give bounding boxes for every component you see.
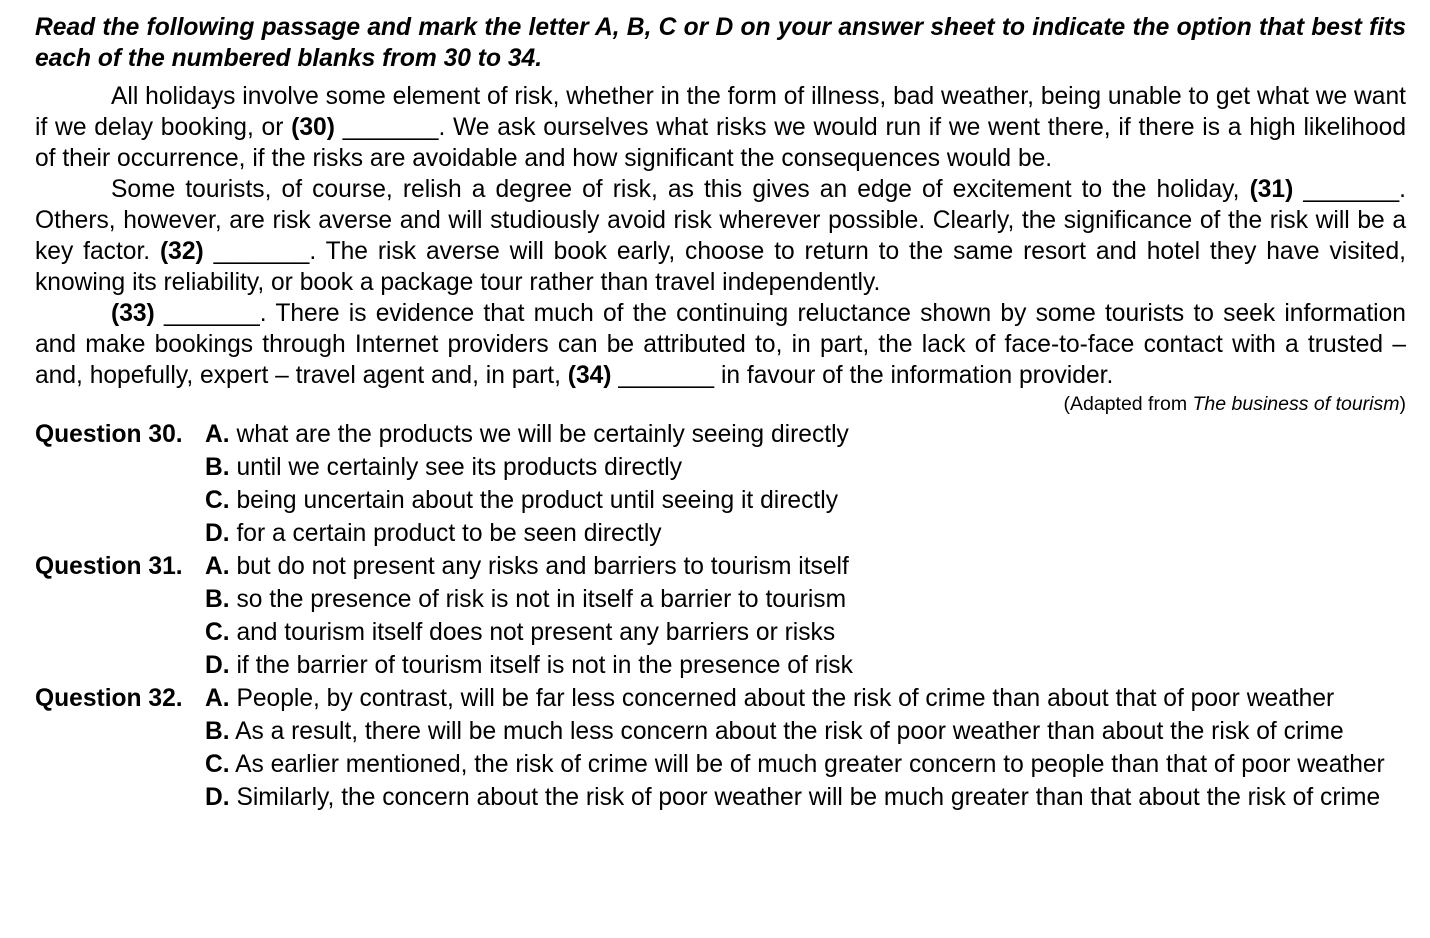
reading-passage xyxy=(35,81,1406,391)
option-letter: C. xyxy=(205,751,230,778)
option-31-a[interactable] xyxy=(205,551,1390,582)
option-text: being uncertain about the product until seeing it directly xyxy=(236,487,838,514)
option-31-b[interactable] xyxy=(205,584,1390,615)
option-31-d[interactable] xyxy=(205,650,1390,681)
option-letter: D. xyxy=(205,652,230,679)
option-text: but do not present any risks and barriers to tourism itself xyxy=(236,553,849,580)
question-31 xyxy=(35,551,1406,683)
option-31-c[interactable] xyxy=(205,617,1390,648)
p3-text-mid: . There is evidence that much of the continuing reluctance shown by some tourists to seek information and make bookings through Internet providers can be attributed to, in part, the lack of face-to-face contact with a trusted – and, hopefully, expert – travel agent and, in part, xyxy=(35,300,1406,389)
option-30-c[interactable] xyxy=(205,485,1390,516)
blank-number-33: (33) xyxy=(111,300,155,327)
question-label: Question 32. xyxy=(35,685,183,712)
option-text: As earlier mentioned, the risk of crime will be of much greater concern to people than that of poor weather xyxy=(235,751,1385,778)
blank-number-31: (31) xyxy=(1249,176,1294,203)
option-letter: D. xyxy=(205,784,230,811)
option-32-b[interactable] xyxy=(205,716,1390,747)
option-letter: D. xyxy=(205,520,230,547)
question-32 xyxy=(35,683,1406,815)
option-letter: A. xyxy=(205,685,230,712)
p1-text-before: All holidays involve some element of risk, whether in the form of illness, bad weather, being unable to get what we want if we delay booking, or xyxy=(35,83,1406,141)
p2-text-after: . The risk averse will book early, choose to return to the same resort and hotel they have visited, knowing its reliability, or book a package tour rather than travel independently. xyxy=(35,238,1406,296)
blank-number-34: (34) xyxy=(567,362,612,389)
option-text: for a certain product to be seen directly xyxy=(236,520,662,547)
option-text: what are the products we will be certainly seeing directly xyxy=(236,421,849,448)
option-text: and tourism itself does not present any barriers or risks xyxy=(236,619,836,646)
p2-text-before: Some tourists, of course, relish a degree of risk, as this gives an edge of excitement to the holiday, xyxy=(111,176,1250,203)
option-letter: B. xyxy=(205,586,230,613)
source-citation xyxy=(35,391,1406,417)
p3-text-after: in favour of the information provider. xyxy=(714,362,1114,389)
option-letter: B. xyxy=(205,718,230,745)
option-text: Similarly, the concern about the risk of poor weather will be much greater than that about the risk of crime xyxy=(236,784,1381,811)
source-title: The business of tourism xyxy=(1192,393,1400,415)
option-letter: A. xyxy=(205,421,230,448)
option-32-a[interactable] xyxy=(205,683,1390,714)
option-32-c[interactable] xyxy=(205,749,1390,780)
option-text: People, by contrast, will be far less concerned about the risk of crime than about that of poor weather xyxy=(236,685,1335,712)
passage-paragraph-1 xyxy=(35,81,1406,174)
blank-number-30: (30) xyxy=(291,114,335,141)
question-30-options xyxy=(205,419,1406,551)
question-label: Question 31. xyxy=(35,553,183,580)
p2-text-mid: . Others, however, are risk averse and will studiously avoid risk wherever possible. Clearly, the significance of the risk will be a key factor. xyxy=(35,176,1406,265)
passage-paragraph-2 xyxy=(35,174,1406,298)
option-text: until we certainly see its products directly xyxy=(236,454,683,481)
option-letter: C. xyxy=(205,487,230,514)
source-suffix: ) xyxy=(1399,393,1406,415)
question-32-options xyxy=(205,683,1406,815)
option-30-d[interactable] xyxy=(205,518,1390,549)
passage-paragraph-3 xyxy=(35,298,1406,391)
option-text: As a result, there will be much less concern about the risk of poor weather than about the risk of crime xyxy=(235,718,1344,745)
option-text: so the presence of risk is not in itself a barrier to tourism xyxy=(236,586,847,613)
question-30 xyxy=(35,419,1406,551)
option-letter: A. xyxy=(205,553,230,580)
option-30-b[interactable] xyxy=(205,452,1390,483)
p1-text-after: . We ask ourselves what risks we would run if we went there, if there is a high likelihood of their occurrence, if the risks are avoidable and how significant the consequences would be. xyxy=(35,114,1406,172)
option-letter: B. xyxy=(205,454,230,481)
blank-31: _______ xyxy=(1303,176,1400,203)
source-prefix: (Adapted from xyxy=(1063,393,1193,415)
option-30-a[interactable] xyxy=(205,419,1390,450)
blank-33: _______ xyxy=(163,300,260,327)
blank-number-32: (32) xyxy=(159,238,204,265)
question-label: Question 30. xyxy=(35,421,183,448)
blank-32: _______ xyxy=(213,238,310,265)
question-31-options xyxy=(205,551,1406,683)
blank-30: _______ xyxy=(342,114,439,141)
blank-34: _______ xyxy=(618,362,715,389)
option-letter: C. xyxy=(205,619,230,646)
instruction-text: Read the following passage and mark the letter A, B, C or D on your answer sheet to indicate the option that best fits each of the numbered blanks from 30 to 34. xyxy=(35,14,1406,72)
option-text: if the barrier of tourism itself is not in the presence of risk xyxy=(236,652,853,679)
option-32-d[interactable] xyxy=(205,782,1390,813)
